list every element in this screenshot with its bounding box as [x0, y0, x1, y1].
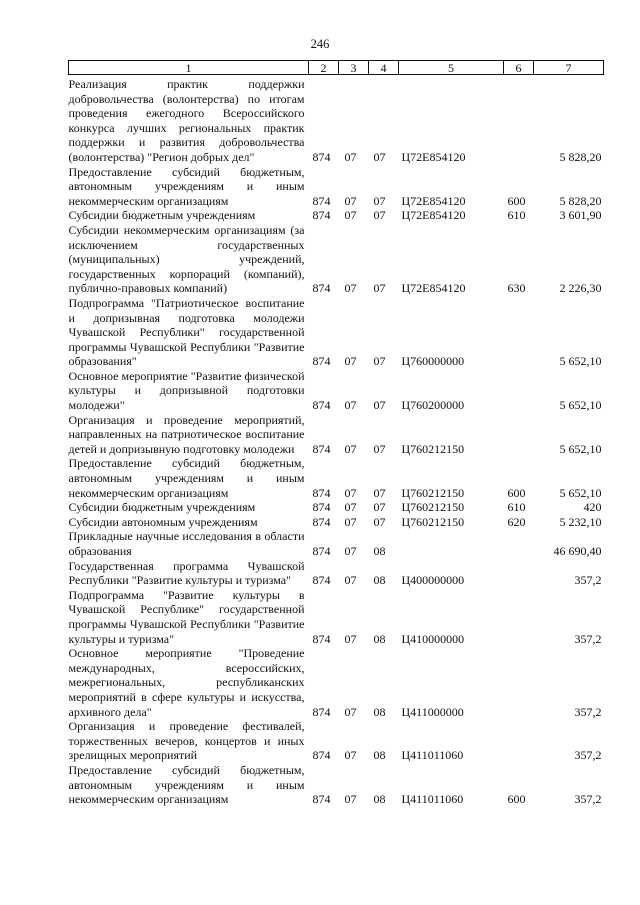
expense-type-code: [504, 559, 534, 588]
subsection-code: 07: [373, 500, 386, 515]
expense-type-code: [504, 719, 534, 763]
row-description: Подпрограмма "Патриотическое воспитание и допризывная подготовка молодежи Чувашской Республики" государственной программы Чувашской Республики "Развитие образования": [68, 295, 305, 369]
amount: 46 690,40: [553, 544, 602, 558]
row-description: Организация и проведение мероприятий, направленных на патриотическое воспитание детей и допризывную подготовку молодежи: [68, 412, 305, 456]
target-article-code: Ц400000000: [401, 573, 465, 588]
target-article-code: Ц72Е854120: [401, 149, 466, 164]
target-article-code: Ц760212150: [401, 500, 465, 515]
section-code: 07: [344, 208, 357, 223]
amount: 5 652,10: [559, 485, 602, 500]
expense-type-code: 630: [507, 281, 526, 296]
table-row: [69, 413, 604, 457]
row-description: Основное мероприятие "Развитие физической культуры и допризывной подготовки молодежи": [68, 368, 305, 413]
subsection-code: 08: [373, 704, 386, 719]
section-code: 07: [344, 704, 357, 719]
subsection-code: 07: [373, 398, 386, 413]
row-description: Подпрограмма "Развитие культуры в Чувашской Республике" государственной программы Чувашской Республики "Развитие культуры и туризма": [68, 587, 305, 646]
expense-type-code: [504, 529, 534, 558]
section-code: 07: [344, 281, 357, 296]
expense-type-code: [504, 296, 534, 369]
subsection-code: 07: [373, 354, 386, 369]
section-code: 07: [344, 193, 357, 208]
ministry-code: 874: [312, 354, 331, 369]
ministry-code: 874: [312, 208, 331, 223]
section-code: 07: [344, 792, 357, 807]
expense-type-code: 610: [507, 208, 526, 223]
section-code: 07: [344, 485, 357, 500]
amount: 5 652,10: [559, 441, 602, 456]
row-description: Предоставление субсидий бюджетным, автономным учреждениям и иным некоммерческим организациям: [68, 456, 305, 500]
ministry-code: 874: [312, 500, 331, 515]
target-article-code: [399, 529, 504, 558]
amount: 5 652,10: [559, 398, 602, 413]
target-article-code: Ц760200000: [401, 398, 465, 413]
table-row: [69, 369, 604, 413]
section-code: 07: [344, 748, 357, 763]
expense-type-code: 600: [507, 792, 526, 807]
ministry-code: 874: [312, 573, 331, 588]
amount: 357,2: [574, 573, 602, 588]
table-body: [69, 75, 604, 807]
ministry-code: 874: [312, 149, 331, 164]
row-description: Субсидии автономным учреждениям: [68, 514, 258, 529]
table-row: [69, 515, 604, 530]
section-code: 07: [344, 500, 357, 515]
row-description: Основное мероприятие "Проведение международных, всероссийских, межрегиональных, республиканских мероприятий в сфере культуры и искусства, архивного дела": [68, 646, 305, 719]
budget-table: [68, 60, 604, 807]
table-row: [69, 588, 604, 646]
amount: 357,2: [574, 704, 602, 719]
target-article-code: Ц760212150: [401, 514, 465, 529]
header-col-2: 2: [309, 61, 339, 75]
header-col-5: 5: [399, 61, 504, 75]
table-row: [69, 646, 604, 719]
amount: 2 226,30: [559, 281, 602, 296]
amount: 357,2: [574, 792, 602, 807]
table-row: [69, 529, 604, 558]
ministry-code: 874: [312, 792, 331, 807]
ministry-code: 874: [312, 704, 331, 719]
ministry-code: 874: [312, 514, 331, 529]
row-description: Субсидии некоммерческим организациям (за исключением государственных (муниципальных) учреждений, государственных корпораций (компаний), публично-правовых компаний): [68, 222, 305, 296]
amount: 357,2: [574, 631, 602, 646]
section-code: 07: [344, 441, 357, 456]
expense-type-code: 620: [507, 514, 526, 529]
target-article-code: Ц411011060: [401, 748, 464, 763]
subsection-code: 07: [373, 149, 386, 164]
table-row: [69, 165, 604, 209]
subsection-code: 08: [373, 748, 386, 763]
amount: 5 828,20: [559, 193, 602, 208]
subsection-code: 07: [373, 281, 386, 296]
section-code: 07: [344, 514, 357, 529]
subsection-code: 07: [373, 208, 386, 223]
target-article-code: Ц411000000: [401, 704, 464, 719]
expense-type-code: 600: [507, 485, 526, 500]
target-article-code: Ц72Е854120: [401, 193, 466, 208]
expense-type-code: 600: [507, 193, 526, 208]
target-article-code: Ц410000000: [401, 631, 465, 646]
target-article-code: Ц760000000: [401, 354, 465, 369]
section-code: 07: [344, 631, 357, 646]
target-article-code: Ц72Е854120: [401, 208, 466, 223]
row-description: Реализация практик поддержки добровольчества (волонтерства) по итогам проведения ежегодного Всероссийского конкурса лучших региональных практик поддержки и развития добровольчества (волонтерства) "Регион добрых дел": [68, 77, 305, 164]
subsection-code: 08: [373, 544, 386, 558]
ministry-code: 874: [312, 748, 331, 763]
table-row: [69, 296, 604, 369]
header-col-6: 6: [504, 61, 534, 75]
ministry-code: 874: [312, 485, 331, 500]
subsection-code: 08: [373, 792, 386, 807]
amount: 420: [583, 500, 602, 515]
table-row: [69, 75, 604, 165]
amount: 5 652,10: [559, 354, 602, 369]
row-description: Субсидии бюджетным учреждениям: [68, 208, 256, 223]
header-col-4: 4: [369, 61, 399, 75]
expense-type-code: [504, 646, 534, 719]
table-row: [69, 208, 604, 223]
ministry-code: 874: [312, 398, 331, 413]
header-col-1: 1: [69, 61, 309, 75]
target-article-code: Ц760212150: [401, 485, 465, 500]
header-col-7: 7: [534, 61, 604, 75]
section-code: 07: [344, 149, 357, 164]
row-description: Прикладные научные исследования в области образования: [68, 529, 305, 558]
target-article-code: Ц760212150: [401, 441, 465, 456]
amount: 357,2: [574, 748, 602, 763]
subsection-code: 08: [373, 631, 386, 646]
target-article-code: Ц411011060: [401, 792, 464, 807]
table-row: [69, 719, 604, 763]
section-code: 07: [344, 573, 357, 588]
table-row: [69, 456, 604, 500]
subsection-code: 07: [373, 441, 386, 456]
expense-type-code: 610: [507, 500, 526, 515]
row-description: Субсидии бюджетным учреждениям: [68, 500, 256, 515]
table-row: [69, 763, 604, 807]
target-article-code: Ц72Е854120: [401, 281, 466, 296]
amount: 5 232,10: [559, 514, 602, 529]
table-header: [69, 61, 604, 75]
table-row: [69, 559, 604, 588]
row-description: Государственная программа Чувашской Республики "Развитие культуры и туризма": [68, 558, 305, 588]
expense-type-code: [504, 369, 534, 413]
table-row: [69, 500, 604, 515]
row-description: Предоставление субсидий бюджетным, автономным учреждениям и иным некоммерческим организациям: [68, 164, 305, 208]
section-code: 07: [344, 398, 357, 413]
section-code: 07: [344, 354, 357, 369]
section-code: 07: [344, 544, 357, 558]
row-description: Организация и проведение фестивалей, торжественных вечеров, концертов и иных зрелищных мероприятий: [68, 719, 305, 763]
subsection-code: 07: [373, 485, 386, 500]
table-row: [69, 223, 604, 296]
subsection-code: 08: [373, 573, 386, 588]
header-col-3: 3: [339, 61, 369, 75]
expense-type-code: [504, 588, 534, 646]
header-row: [69, 61, 604, 75]
ministry-code: 874: [312, 281, 331, 296]
expense-type-code: [504, 413, 534, 457]
subsection-code: 07: [373, 514, 386, 529]
ministry-code: 874: [312, 441, 331, 456]
amount: 3 601,90: [559, 208, 602, 223]
amount: 5 828,20: [559, 149, 602, 164]
ministry-code: 874: [312, 544, 331, 558]
row-description: Предоставление субсидий бюджетным, автономным учреждениям и иным некоммерческим организациям: [68, 762, 305, 807]
ministry-code: 874: [312, 193, 331, 208]
ministry-code: 874: [312, 631, 331, 646]
expense-type-code: [504, 75, 534, 165]
page-number: 246: [310, 37, 330, 51]
subsection-code: 07: [373, 193, 386, 208]
